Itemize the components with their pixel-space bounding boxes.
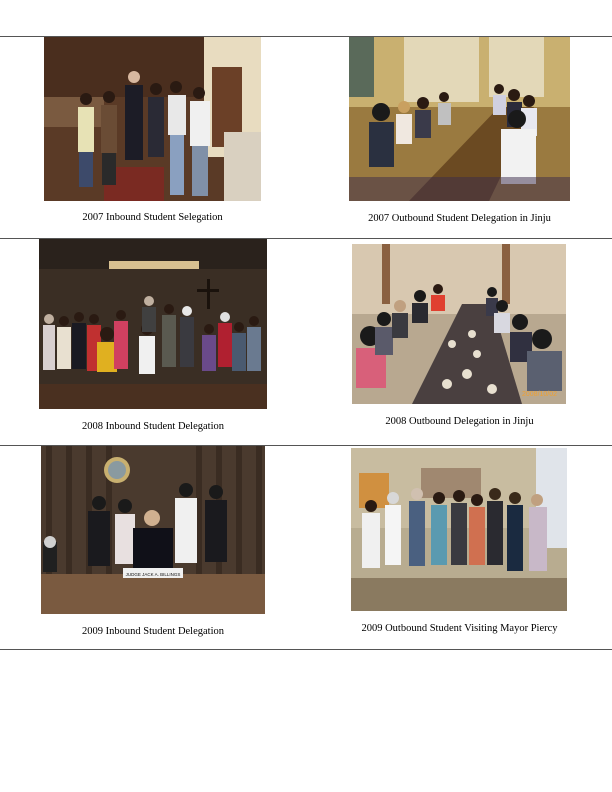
caption-2007-inbound: 2007 Inbound Student Selegation [82, 212, 223, 223]
caption-2008-outbound: 2008 Outbound Delegation in Jinju [385, 416, 534, 427]
photo-2007-inbound [44, 37, 261, 201]
photo-2008-outbound [352, 244, 566, 404]
caption-2007-outbound: 2007 Outbound Student Delegation in Jinju [368, 213, 551, 224]
photo-2007-outbound [349, 37, 570, 201]
caption-2009-outbound: 2009 Outbound Student Visiting Mayor Piercy [361, 623, 558, 634]
caption-2008-inbound: 2008 Inbound Student Delegation [81, 421, 225, 432]
photo-2009-outbound [351, 448, 567, 611]
caption-2009-inbound: 2009 Inbound Student Delegation [81, 626, 225, 637]
judge-nameplate: JUDGE JACK A. BILLINGS [125, 572, 181, 577]
date-stamp: 2008/10/02 [522, 391, 558, 398]
rule-row3-right [306, 445, 612, 446]
rule-bottom-left [0, 649, 306, 650]
rule-row2-right [306, 238, 612, 239]
photo-2009-inbound [41, 446, 265, 614]
photo-2008-inbound [39, 239, 267, 409]
rule-bottom-right [306, 649, 612, 650]
